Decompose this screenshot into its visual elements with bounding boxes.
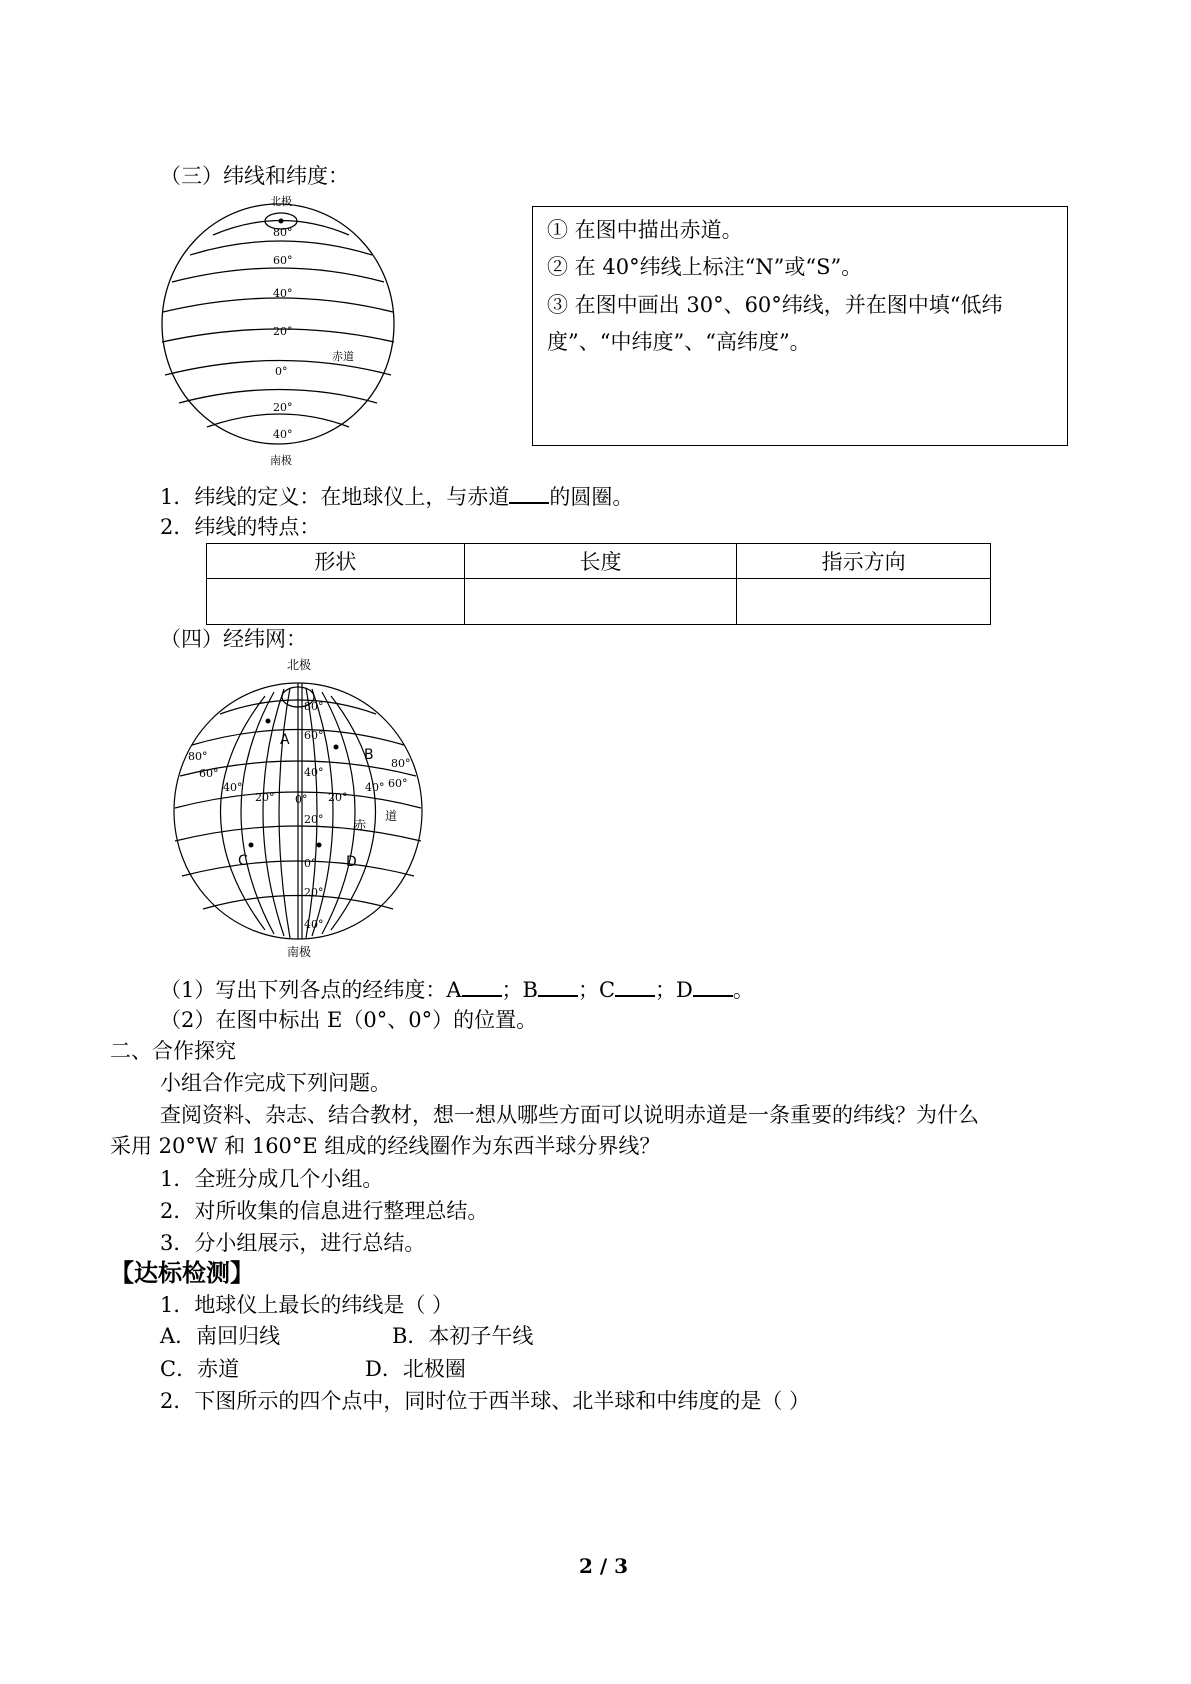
table-cell-length[interactable] <box>464 579 737 625</box>
answer-blank[interactable] <box>509 484 549 504</box>
table-header-direction: 指示方向 <box>737 544 991 579</box>
features-table <box>206 543 991 625</box>
globe2-equator-2: 道 <box>385 809 398 823</box>
answer-blank-d[interactable] <box>693 977 733 997</box>
globe1-lat-0: 0° <box>275 365 288 378</box>
point-c-label: C <box>238 853 248 869</box>
globe1-lat-60: 60° <box>273 254 293 267</box>
globe1-lat-80: 80° <box>273 226 293 239</box>
globe2-lon-w40: 40° <box>223 781 243 794</box>
globe2-lon-w80: 80° <box>188 750 208 763</box>
globe2-lat-60: 60° <box>304 729 324 742</box>
globe1-south-pole: 南极 <box>270 454 292 466</box>
globe2-lon-w20: 20° <box>255 791 275 804</box>
globe2-lon-e20: 20° <box>328 791 348 804</box>
page-number: 2 / 3 <box>579 1554 629 1578</box>
task-box <box>532 206 1068 446</box>
globe2-lat-40: 40° <box>304 766 324 779</box>
globe1-lat-s40: 40° <box>273 428 293 441</box>
section4-heading: （四）经纬网： <box>160 627 307 651</box>
answer-blank-b[interactable] <box>538 977 578 997</box>
graticule-globe-figure <box>168 656 432 958</box>
globe1-lat-s20: 20° <box>273 401 293 414</box>
globe2-north-pole: 北极 <box>286 658 312 672</box>
globe2-lon-0: 0° <box>295 793 308 806</box>
coop-step-1: 1．全班分成几个小组。 <box>160 1167 384 1191</box>
coop-heading: 二、合作探究 <box>110 1039 236 1063</box>
option-d[interactable]: D．北极圈 <box>365 1357 466 1381</box>
globe2-equator-1: 赤 <box>354 818 367 832</box>
table-cell-direction[interactable] <box>737 579 991 625</box>
table-header-length: 长度 <box>464 544 737 579</box>
globe1-lat-20: 20° <box>273 325 293 338</box>
option-b[interactable]: B．本初子午线 <box>392 1324 534 1348</box>
coop-paragraph-2: 采用 20°W 和 160°E 组成的经线圈作为东西半球分界线？ <box>110 1134 661 1158</box>
latitude-definition: 1．纬线的定义：在地球仪上，与赤道 的圆圈。 <box>160 485 634 509</box>
test-question-2: 2．下图所示的四个点中，同时位于西半球、北半球和中纬度的是（ ） <box>160 1389 811 1413</box>
task-3-cont: 度”、“中纬度”、“高纬度”。 <box>547 330 811 354</box>
point-d-label: D <box>346 854 357 870</box>
globe1-equator-label: 赤道 <box>332 350 354 363</box>
globe2-lon-e60: 60° <box>388 777 408 790</box>
option-c[interactable]: C．赤道 <box>160 1357 240 1381</box>
globe2-lat-0: 0° <box>304 857 317 870</box>
option-a[interactable]: A．南回归线 <box>160 1324 281 1348</box>
globe2-south-pole: 南极 <box>286 945 312 958</box>
globe2-lon-e40: 40° <box>365 781 385 794</box>
globe1-lat-40: 40° <box>273 287 293 300</box>
answer-blank-a[interactable] <box>462 977 502 997</box>
globe2-lon-w60: 60° <box>199 767 219 780</box>
coop-paragraph-1: 查阅资料、杂志、结合教材，想一想从哪些方面可以说明赤道是一条重要的纬线？为什么 <box>160 1103 979 1127</box>
test-heading: 【达标检测】 <box>110 1258 254 1287</box>
answer-blank-c[interactable] <box>615 977 655 997</box>
globe2-lon-e80: 80° <box>391 757 411 770</box>
mark-e-question: （2）在图中标出 E（0°、0°）的位置。 <box>160 1008 538 1032</box>
point-a-label: A <box>280 732 290 748</box>
task-2: ② 在 40°纬线上标注“N”或“S”。 <box>547 255 863 279</box>
latitude-features: 2．纬线的特点： <box>160 515 321 539</box>
table-cell-shape[interactable] <box>207 579 465 625</box>
globe2-lat-s40: 40° <box>304 918 324 931</box>
task-1: ① 在图中描出赤道。 <box>547 218 743 242</box>
point-b-label: B <box>364 747 374 763</box>
task-3: ③ 在图中画出 30°、60°纬线，并在图中填“低纬 <box>547 293 1003 317</box>
test-question-1: 1．地球仪上最长的纬线是（ ） <box>160 1293 454 1317</box>
globe1-north-pole: 北极 <box>270 195 292 208</box>
globe2-lat-s20: 20° <box>304 886 324 899</box>
table-header-shape: 形状 <box>207 544 465 579</box>
globe2-lat-20: 20° <box>304 813 324 826</box>
coop-intro: 小组合作完成下列问题。 <box>160 1071 391 1095</box>
latitude-globe-figure <box>155 188 401 466</box>
coop-step-2: 2．对所收集的信息进行整理总结。 <box>160 1199 489 1223</box>
coop-step-3: 3．分小组展示，进行总结。 <box>160 1231 426 1255</box>
section3-heading: （三）纬线和纬度： <box>160 164 349 188</box>
coordinates-question: （1）写出下列各点的经纬度：A ；B ；C ；D 。 <box>160 978 754 1002</box>
globe2-lat-80: 80° <box>304 700 324 713</box>
